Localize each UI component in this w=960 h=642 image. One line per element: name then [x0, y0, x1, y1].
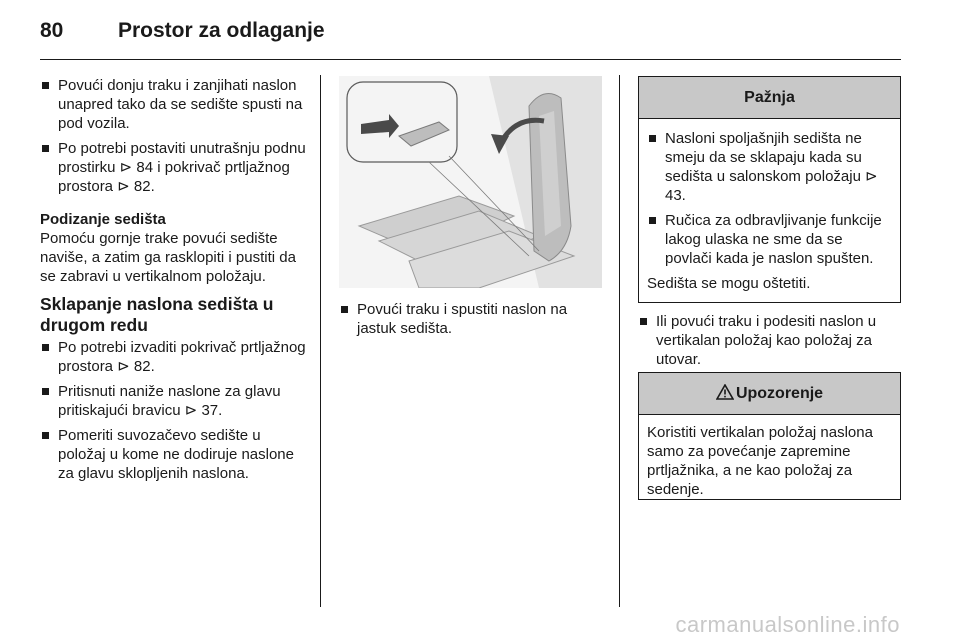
warning-header	[639, 373, 900, 415]
page-number: 80	[40, 19, 64, 42]
section-subheading: Podizanje sedišta	[40, 211, 166, 228]
header-divider	[40, 59, 901, 60]
warning-text: Koristiti vertikalan položaj naslona samo za povećanje zapremine prtljažnika, a ne kao položaj za sedenje.	[647, 424, 873, 498]
note-title: Pažnja	[639, 77, 900, 119]
note-box	[638, 76, 901, 303]
list-item: Ručica za odbravljivanje funkcije lakog ulaska ne sme da se povlači kada je naslon spušten.	[647, 211, 892, 268]
page-header	[0, 0, 960, 62]
folding-seat-drawing	[339, 76, 602, 288]
list-item: Po potrebi postaviti unutrašnju podnu prostirku ⊳ 84 i pokrivač prtljažnog prostora ⊳ 82.	[40, 139, 312, 196]
column-1	[40, 76, 312, 489]
list-item: Ili povući traku i podesiti naslon u vertikalan položaj kao položaj za utovar.	[638, 312, 900, 369]
footer-watermark: carmanualsonline.info	[675, 612, 900, 637]
section-heading: Sklapanje naslona sedišta u drugom redu	[40, 294, 274, 335]
list-item: Pritisnuti naniže naslone za glavu pritiskajući bravicu ⊳ 37.	[40, 382, 312, 420]
list-item: Povući donju traku i zanjihati naslon unapred tako da se sedište spusti na pod vozila.	[40, 76, 312, 133]
warning-box	[638, 372, 901, 500]
list-item: Po potrebi izvaditi pokrivač prtljažnog prostora ⊳ 82.	[40, 338, 312, 376]
bullet-list-fold	[40, 338, 312, 483]
column-divider-1	[320, 75, 321, 607]
column-divider-2	[619, 75, 620, 607]
warning-icon	[716, 384, 734, 400]
list-item: Povući traku i spustiti naslon na jastuk sedišta.	[339, 300, 604, 338]
bullet-list-top	[40, 76, 312, 196]
column-2-text	[339, 300, 604, 344]
list-item: Nasloni spoljašnjih sedišta ne smeju da se sklapaju kada su sedišta u salonskom položaju ⊳ 43.	[647, 129, 892, 205]
warning-title: Upozorenje	[735, 385, 824, 402]
page-title: Prostor za odlaganje	[118, 19, 325, 42]
column-3-text	[638, 312, 900, 375]
paragraph: Pomoću gornje trake povući sedište naviše, a zatim ga rasklopiti i pustiti da se zabravi u vertikalnom položaju.	[40, 230, 296, 285]
note-text: Sedišta se mogu oštetiti.	[647, 275, 811, 292]
list-item: Pomeriti suvozačevo sedište u položaj u kome ne dodiruje naslone za glavu sklopljenih naslona.	[40, 426, 312, 483]
seat-illustration	[339, 76, 602, 288]
